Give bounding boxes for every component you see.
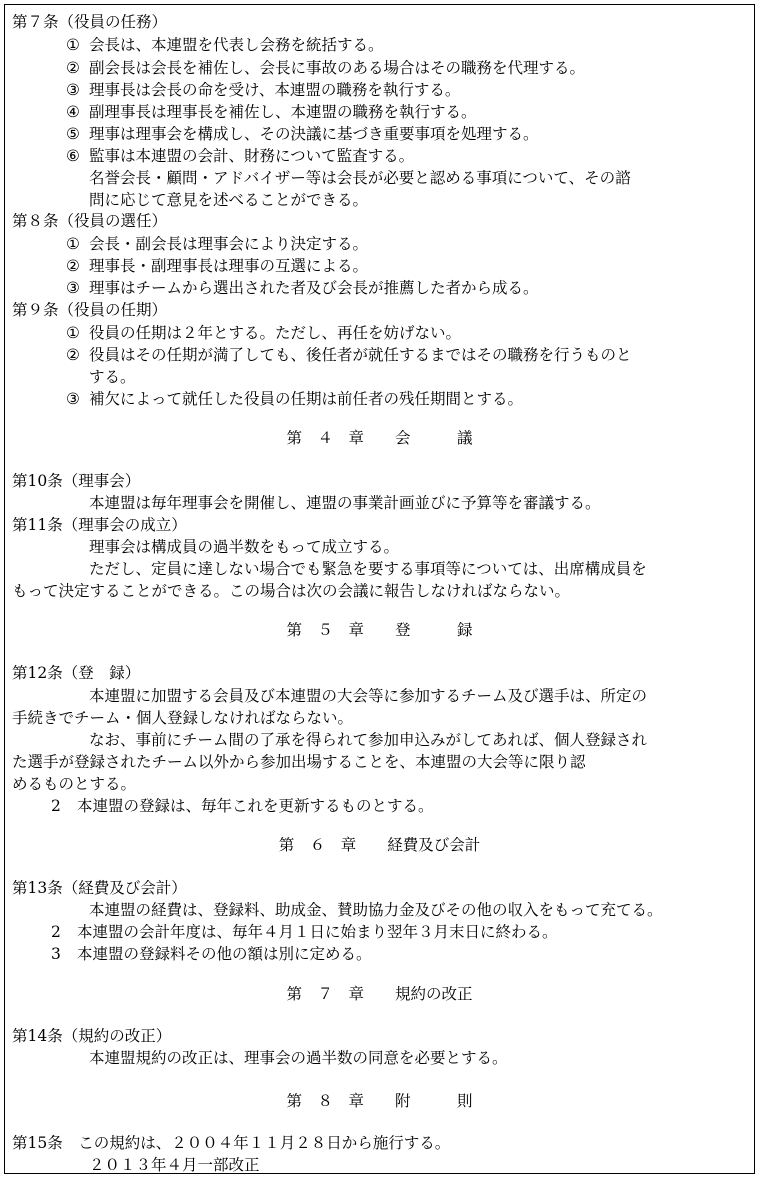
article-12-line-3: なお、事前にチーム間の了承を得られて参加申込みがしてあれば、個人登録され [89, 731, 648, 749]
chapter-6-heading: 第 ６ 章 経費及び会計 [278, 836, 481, 854]
article-11-line-1: 理事会は構成員の過半数をもって成立する。 [89, 538, 400, 556]
article-15-line-1: 第15条 この規約は、２００４年１１月２８日から施行する。 [12, 1134, 451, 1152]
item-text: 副会長は会長を補佐し、会長に事故のある場合はその職務を代理する。 [88, 59, 585, 77]
item-text: 監事は本連盟の会計、財務について監査する。 [88, 147, 415, 165]
chapter-7-heading: 第 ７ 章 規約の改正 [286, 985, 473, 1003]
article-12-paragraph-2 [5, 795, 754, 817]
item-number: ③ [66, 81, 80, 99]
chapter-4-heading: 第 ４ 章 会 議 [286, 429, 473, 447]
article-7-item-1 [5, 34, 754, 56]
item-number: ② [66, 59, 80, 77]
paragraph-number: 2 [51, 797, 61, 815]
article-12-line-4: た選手が登録されたチーム以外から参加出場することを、本連盟の大会等に限り認 [12, 753, 586, 771]
article-14-heading: 第14条（規約の改正） [12, 1027, 172, 1045]
article-13-heading: 第13条（経費及び会計） [12, 879, 187, 897]
item-text: 副理事長は理事長を補佐し、本連盟の職務を執行する。 [88, 103, 477, 121]
article-9-item-2-continuation: する。 [89, 368, 136, 386]
article-9-heading: 第９条（役員の任期） [12, 301, 168, 319]
item-text: 理事長・副理事長は理事の互選による。 [88, 257, 368, 275]
paragraph-text: 本連盟の登録は、毎年これを更新するものとする。 [77, 797, 434, 815]
article-8-item-1 [5, 233, 754, 255]
item-number: ① [66, 36, 80, 54]
item-text: 補欠によって就任した役員の任期は前任者の残任期間とする。 [88, 390, 523, 408]
document-page [4, 4, 755, 1174]
item-number: ⑥ [66, 147, 80, 165]
article-9-item-1 [5, 322, 754, 344]
item-text: 会長は、本連盟を代表し会務を統括する。 [88, 36, 384, 54]
article-10-body: 本連盟は毎年理事会を開催し、連盟の事業計画並びに予算等を審議する。 [89, 494, 601, 512]
article-15-line-2: ２０１３年４月一部改正 [89, 1156, 260, 1174]
item-number: ② [66, 346, 80, 364]
paragraph-text: 本連盟の登録料その他の額は別に定める。 [77, 945, 372, 963]
article-8-heading: 第８条（役員の選任） [12, 212, 168, 230]
item-text: 役員の任期は２年とする。ただし、再任を妨げない。 [88, 324, 461, 342]
article-12-line-1: 本連盟に加盟する会員及び本連盟の大会等に参加するチーム及び選手は、所定の [89, 687, 648, 705]
paragraph-number: 3 [51, 945, 61, 963]
article-13-paragraph-2 [5, 921, 754, 943]
item-number: ① [66, 235, 80, 253]
item-number: ⑤ [66, 125, 80, 143]
item-number: ③ [66, 390, 80, 408]
article-8-item-2 [5, 255, 754, 277]
article-7-item-2 [5, 57, 754, 79]
article-9-item-3 [5, 388, 754, 410]
item-text: 理事は理事会を構成し、その決議に基づき重要事項を処理する。 [88, 125, 539, 143]
article-11-line-2: ただし、定員に達しない場合でも緊急を要する事項等については、出席構成員を [89, 560, 647, 578]
item-number: ③ [66, 279, 80, 297]
item-number: ② [66, 257, 80, 275]
article-7-item-6 [5, 145, 754, 167]
article-7-item-5 [5, 123, 754, 145]
article-14-body: 本連盟規約の改正は、理事会の過半数の同意を必要とする。 [89, 1049, 508, 1067]
article-11-heading: 第11条（理事会の成立） [12, 516, 187, 534]
item-text: 理事長は会長の命を受け、本連盟の職務を執行する。 [88, 81, 461, 99]
article-7-note-line-1: 名誉会長・顧問・アドバイザー等は会長が必要と認める事項について、その諮 [89, 169, 631, 187]
article-12-line-2: 手続きでチーム・個人登録しなければならない。 [12, 709, 354, 727]
article-7-item-3 [5, 79, 754, 101]
item-number: ① [66, 324, 80, 342]
article-13-paragraph-3 [5, 943, 754, 965]
article-12-heading: 第12条（登 録） [12, 664, 141, 682]
article-7-note-line-2: 問に応じて意見を述べることができる。 [89, 191, 369, 209]
chapter-8-heading: 第 ８ 章 附 則 [286, 1092, 473, 1110]
article-11-line-3: もって決定することができる。この場合は次の会議に報告しなければならない。 [12, 582, 571, 600]
article-7-heading: 第７条（役員の任務） [12, 13, 168, 31]
article-7-item-4 [5, 101, 754, 123]
paragraph-text: 本連盟の会計年度は、毎年４月１日に始まり翌年３月末日に終わる。 [77, 923, 558, 941]
paragraph-number: 2 [51, 923, 61, 941]
item-text: 役員はその任期が満了しても、後任者が就任するまではその職務を行うものと [88, 346, 632, 364]
item-text: 会長・副会長は理事会により決定する。 [88, 235, 368, 253]
article-12-line-5: めるものとする。 [12, 775, 137, 793]
item-number: ④ [66, 103, 80, 121]
article-8-item-3 [5, 277, 754, 299]
article-13-line-1: 本連盟の経費は、登録料、助成金、賛助協力金及びその他の収入をもって充てる。 [89, 901, 663, 919]
chapter-5-heading: 第 ５ 章 登 録 [286, 621, 473, 639]
article-10-heading: 第10条（理事会） [12, 472, 141, 490]
item-text: 理事はチームから選出された者及び会長が推薦した者から成る。 [88, 279, 539, 297]
article-9-item-2 [5, 344, 754, 366]
